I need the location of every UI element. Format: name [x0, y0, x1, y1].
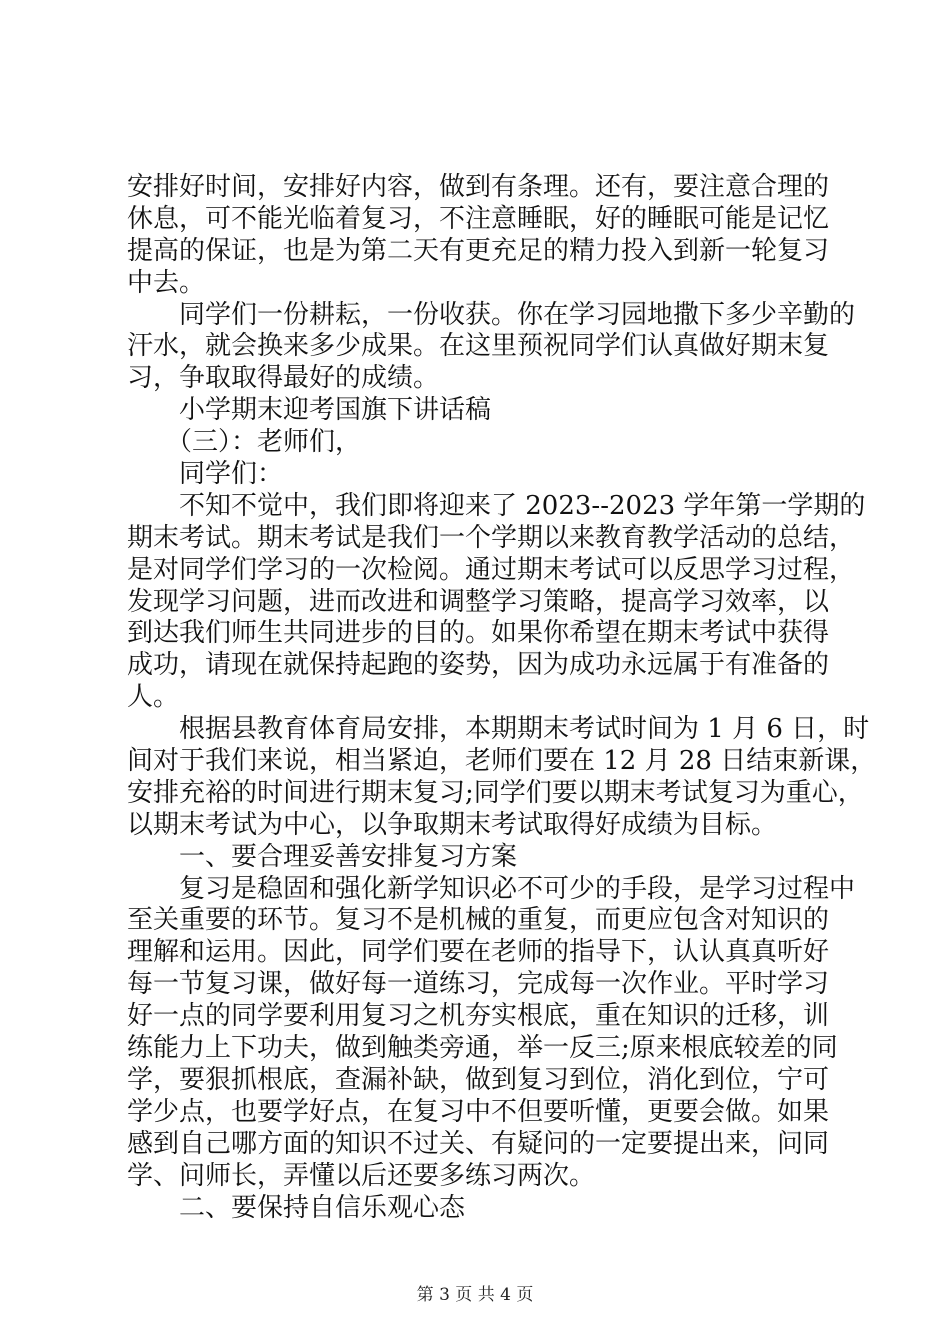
text-line: 学，要狠抓根底，查漏补缺，做到复习到位，消化到位，宁可: [127, 1064, 830, 1095]
text-line: 是对同学们学习的一次检阅。通过期末考试可以反思学习过程，: [127, 554, 856, 585]
text-line: 中去。: [127, 267, 206, 298]
text-line: 安排充裕的时间进行期末复习;同学们要以期末考试复习为重心，: [127, 777, 864, 808]
text-line: 发现学习问题，进而改进和调整学习策略，提高学习效率，以: [127, 586, 830, 617]
text-line: 到达我们师生共同进步的目的。如果你希望在期末考试中获得: [127, 618, 830, 649]
text-line: 不知不觉中，我们即将迎来了 2023--2023 学年第一学期的: [127, 490, 866, 521]
document-body: [127, 172, 877, 1224]
text-line: 学、问师长，弄懂以后还要多练习两次。: [127, 1160, 596, 1191]
text-line: 至关重要的环节。复习不是机械的重复，而更应包含对知识的: [127, 905, 830, 936]
text-line: 一、要合理妥善安排复习方案: [127, 841, 518, 872]
text-line: 复习是稳固和强化新学知识必不可少的手段，是学习过程中: [127, 873, 856, 904]
text-line: 安排好时间，安排好内容，做到有条理。还有，要注意合理的: [127, 172, 830, 202]
text-line: 二、要保持自信乐观心态: [127, 1192, 466, 1223]
text-line: 理解和运用。因此，同学们要在老师的指导下，认认真真听好: [127, 937, 830, 968]
text-line: 间对于我们来说，相当紧迫，老师们要在 12 月 28 日结束新课，: [127, 746, 877, 777]
text-line: 小学期末迎考国旗下讲话稿: [127, 395, 492, 426]
text-line: 好一点的同学要利用复习之机夯实根底，重在知识的迁移，训: [127, 1001, 830, 1032]
text-line: 练能力上下功夫，做到触类旁通，举一反三;原来根底较差的同: [127, 1033, 838, 1064]
text-line: 提高的保证，也是为第二天有更充足的精力投入到新一轮复习: [127, 235, 830, 266]
text-line: 感到自己哪方面的知识不过关、有疑问的一定要提出来，问同: [127, 1128, 830, 1159]
text-line: 期末考试。期末考试是我们一个学期以来教育教学活动的总结，: [127, 522, 856, 553]
text-line: 人。: [127, 682, 180, 713]
text-line: 习，争取取得最好的成绩。: [127, 363, 440, 394]
text-line: 学少点，也要学好点，在复习中不但要听懂，更要会做。如果: [127, 1096, 830, 1127]
text-line: 同学们：: [127, 459, 284, 490]
page-footer: 第 3 页 共 4 页: [416, 1285, 534, 1305]
text-line: 根据县教育体育局安排，本期期末考试时间为 1 月 6 日，时: [127, 714, 870, 745]
text-line: 汗水，就会换来多少成果。在这里预祝同学们认真做好期末复: [127, 331, 830, 362]
text-line: 每一节复习课，做好每一道练习，完成每一次作业。平时学习: [127, 969, 830, 1000]
text-line: 成功，请现在就保持起跑的姿势，因为成功永远属于有准备的: [127, 650, 830, 681]
text-line: 同学们一份耕耘，一份收获。你在学习园地撒下多少辛勤的: [127, 299, 856, 330]
text-line: 休息，可不能光临着复习，不注意睡眠，好的睡眠可能是记忆: [127, 203, 830, 234]
text-line: （三）：老师们，: [127, 427, 362, 458]
text-line: 以期末考试为中心，以争取期末考试取得好成绩为目标。: [127, 809, 778, 840]
